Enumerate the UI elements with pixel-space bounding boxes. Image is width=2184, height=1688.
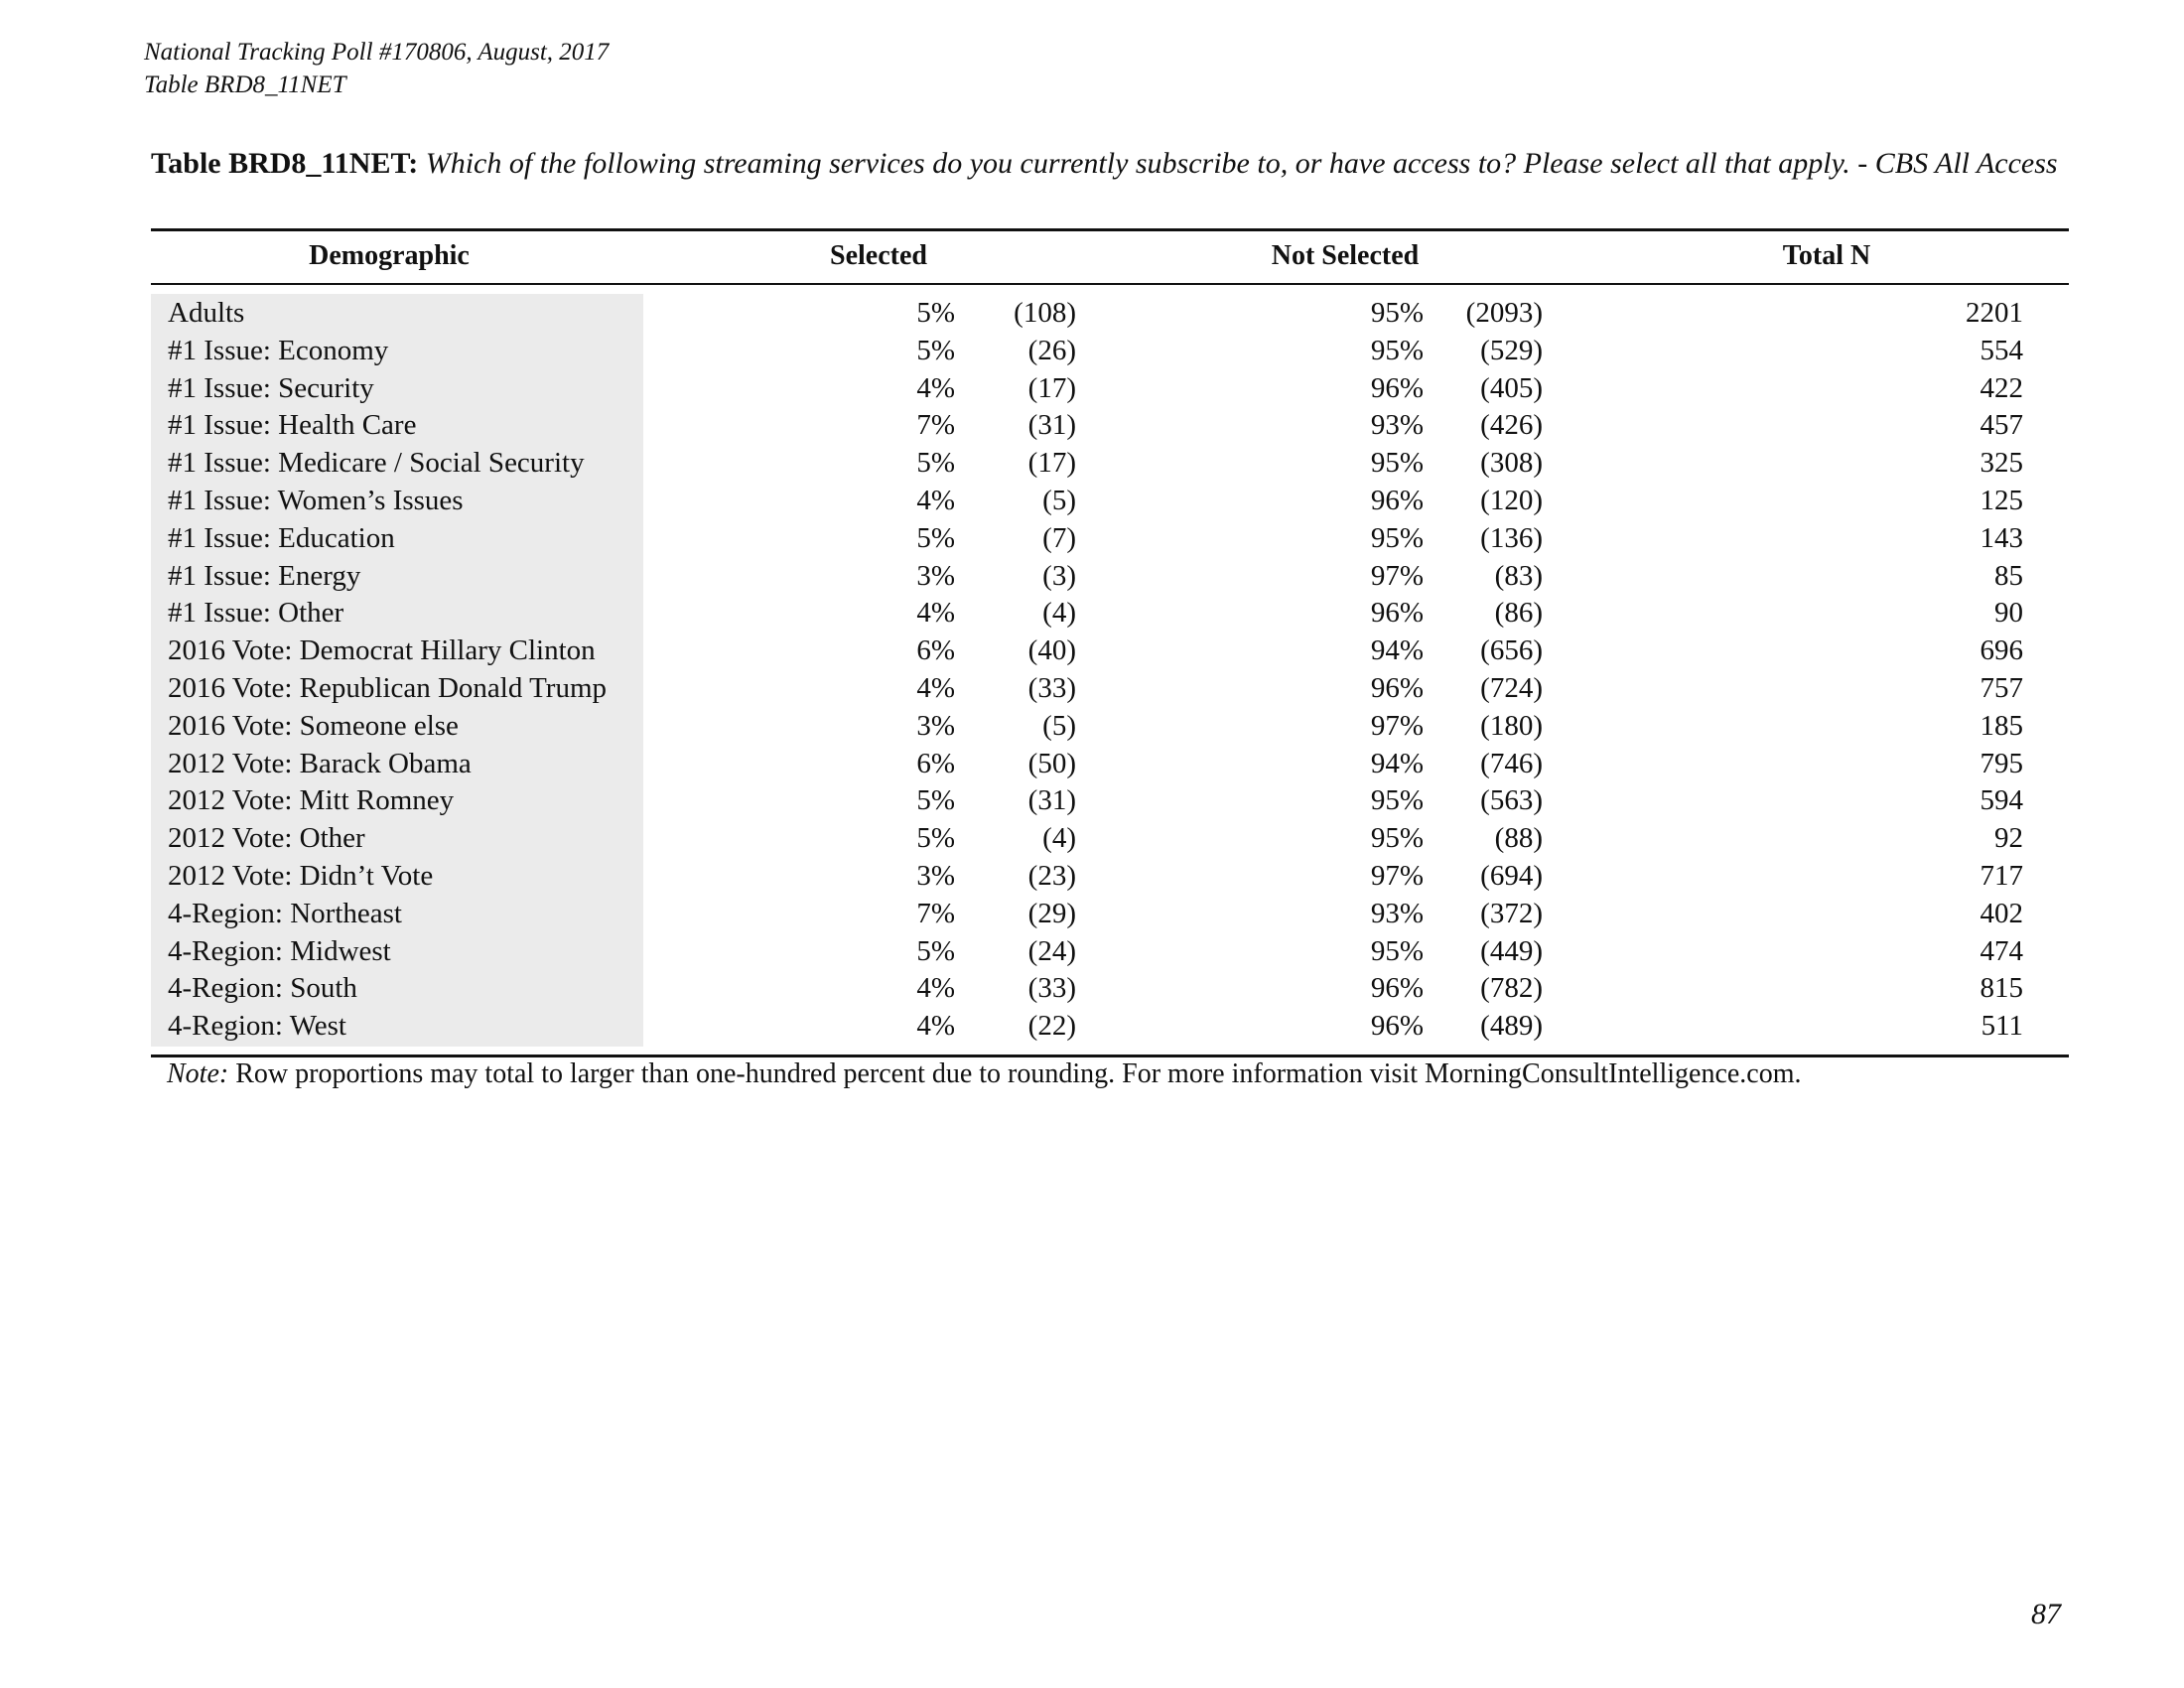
not-selected-count: (724) xyxy=(1480,671,1543,704)
table-row xyxy=(151,295,2069,333)
selected-percent: 6% xyxy=(916,747,955,779)
poll-title: National Tracking Poll #170806, August, 2017 xyxy=(144,39,610,66)
table-row xyxy=(151,746,2069,783)
table-row xyxy=(151,558,2069,596)
table-id: Table BRD8_11NET xyxy=(144,71,346,98)
table-row xyxy=(151,633,2069,670)
selected-percent: 4% xyxy=(916,1010,955,1043)
selected-percent: 4% xyxy=(916,972,955,1005)
selected-percent: 4% xyxy=(916,671,955,704)
not-selected-count: (180) xyxy=(1480,709,1543,742)
page-number: 87 xyxy=(2031,1598,2061,1630)
table-row xyxy=(151,370,2069,408)
demographic-label: 4-Region: West xyxy=(168,1010,346,1043)
selected-count: (40) xyxy=(1027,634,1076,667)
table-header-rule xyxy=(151,283,2069,285)
demographic-label: #1 Issue: Economy xyxy=(168,334,389,366)
demographic-label: #1 Issue: Energy xyxy=(168,559,361,592)
not-selected-count: (2093) xyxy=(1465,297,1543,329)
not-selected-count: (372) xyxy=(1480,897,1543,929)
not-selected-count: (449) xyxy=(1480,934,1543,967)
note-text: Row proportions may total to larger than one-hundred percent due to rounding. For more information visit MorningConsultIntelligence.com. xyxy=(235,1058,1802,1089)
demographic-label: Adults xyxy=(168,297,245,329)
not-selected-count: (83) xyxy=(1494,559,1543,592)
selected-percent: 4% xyxy=(916,484,955,516)
demographic-label: #1 Issue: Education xyxy=(168,521,395,554)
selected-count: (17) xyxy=(1027,371,1076,404)
demographic-label: 2016 Vote: Democrat Hillary Clinton xyxy=(168,634,596,667)
demographic-label: 2016 Vote: Republican Donald Trump xyxy=(168,671,607,704)
not-selected-count: (405) xyxy=(1480,371,1543,404)
selected-percent: 6% xyxy=(916,634,955,667)
total-n: 554 xyxy=(1979,334,2023,366)
column-header-selected: Selected xyxy=(830,240,927,271)
total-n: 2201 xyxy=(1966,297,2023,329)
table-row xyxy=(151,970,2069,1008)
selected-count: (31) xyxy=(1027,409,1076,442)
not-selected-count: (136) xyxy=(1480,521,1543,554)
selected-percent: 4% xyxy=(916,597,955,630)
total-n: 457 xyxy=(1979,409,2023,442)
selected-percent: 3% xyxy=(916,709,955,742)
not-selected-percent: 95% xyxy=(1370,521,1424,554)
not-selected-count: (86) xyxy=(1494,597,1543,630)
not-selected-percent: 96% xyxy=(1370,1010,1424,1043)
selected-percent: 3% xyxy=(916,859,955,892)
total-n: 185 xyxy=(1979,709,2023,742)
selected-count: (33) xyxy=(1027,671,1076,704)
selected-count: (4) xyxy=(1042,822,1076,855)
not-selected-count: (782) xyxy=(1480,972,1543,1005)
not-selected-count: (120) xyxy=(1480,484,1543,516)
selected-count: (31) xyxy=(1027,784,1076,817)
selected-percent: 5% xyxy=(916,297,955,329)
table-row xyxy=(151,820,2069,858)
selected-count: (50) xyxy=(1027,747,1076,779)
not-selected-percent: 96% xyxy=(1370,671,1424,704)
demographic-label: #1 Issue: Security xyxy=(168,371,374,404)
selected-percent: 5% xyxy=(916,447,955,480)
total-n: 815 xyxy=(1979,972,2023,1005)
table-title-lead: Table BRD8_11NET: xyxy=(151,147,419,180)
not-selected-count: (529) xyxy=(1480,334,1543,366)
not-selected-percent: 97% xyxy=(1370,859,1424,892)
selected-count: (33) xyxy=(1027,972,1076,1005)
total-n: 92 xyxy=(1994,822,2023,855)
not-selected-count: (563) xyxy=(1480,784,1543,817)
selected-count: (23) xyxy=(1027,859,1076,892)
table-body xyxy=(151,295,2069,1046)
table-row xyxy=(151,670,2069,708)
table-title xyxy=(151,144,2067,184)
demographic-label: 2012 Vote: Other xyxy=(168,822,365,855)
not-selected-percent: 95% xyxy=(1370,822,1424,855)
column-header-total-n: Total N xyxy=(1782,240,1871,271)
demographic-label: #1 Issue: Health Care xyxy=(168,409,417,442)
not-selected-percent: 96% xyxy=(1370,371,1424,404)
not-selected-percent: 95% xyxy=(1370,447,1424,480)
not-selected-percent: 96% xyxy=(1370,484,1424,516)
not-selected-count: (746) xyxy=(1480,747,1543,779)
column-header-demographic: Demographic xyxy=(309,240,470,271)
table-row xyxy=(151,708,2069,746)
table-row xyxy=(151,858,2069,896)
demographic-label: 4-Region: South xyxy=(168,972,357,1005)
selected-count: (5) xyxy=(1042,709,1076,742)
selected-count: (7) xyxy=(1042,521,1076,554)
demographic-label: 2012 Vote: Didn’t Vote xyxy=(168,859,434,892)
table-row xyxy=(151,483,2069,520)
not-selected-percent: 95% xyxy=(1370,784,1424,817)
total-n: 757 xyxy=(1979,671,2023,704)
not-selected-percent: 96% xyxy=(1370,597,1424,630)
not-selected-percent: 96% xyxy=(1370,972,1424,1005)
selected-percent: 5% xyxy=(916,822,955,855)
table-row xyxy=(151,407,2069,445)
table-row xyxy=(151,782,2069,820)
table-note xyxy=(167,1055,1802,1093)
total-n: 696 xyxy=(1979,634,2023,667)
total-n: 85 xyxy=(1994,559,2023,592)
selected-count: (26) xyxy=(1027,334,1076,366)
selected-count: (5) xyxy=(1042,484,1076,516)
demographic-label: 2012 Vote: Barack Obama xyxy=(168,747,472,779)
table-row xyxy=(151,595,2069,633)
not-selected-percent: 95% xyxy=(1370,934,1424,967)
not-selected-percent: 97% xyxy=(1370,709,1424,742)
selected-percent: 5% xyxy=(916,521,955,554)
not-selected-percent: 95% xyxy=(1370,334,1424,366)
total-n: 402 xyxy=(1979,897,2023,929)
total-n: 594 xyxy=(1979,784,2023,817)
not-selected-count: (489) xyxy=(1480,1010,1543,1043)
total-n: 125 xyxy=(1979,484,2023,516)
demographic-label: 4-Region: Midwest xyxy=(168,934,391,967)
total-n: 474 xyxy=(1979,934,2023,967)
total-n: 795 xyxy=(1979,747,2023,779)
selected-percent: 4% xyxy=(916,371,955,404)
table-row xyxy=(151,445,2069,483)
not-selected-count: (426) xyxy=(1480,409,1543,442)
not-selected-count: (656) xyxy=(1480,634,1543,667)
total-n: 90 xyxy=(1994,597,2023,630)
note-lead: Note: xyxy=(167,1058,229,1089)
not-selected-percent: 94% xyxy=(1370,634,1424,667)
table-row xyxy=(151,1008,2069,1046)
demographic-label: 4-Region: Northeast xyxy=(168,897,402,929)
demographic-label: 2016 Vote: Someone else xyxy=(168,709,459,742)
table-row xyxy=(151,896,2069,933)
selected-count: (108) xyxy=(1014,297,1076,329)
demographic-label: 2012 Vote: Mitt Romney xyxy=(168,784,455,817)
selected-percent: 5% xyxy=(916,784,955,817)
not-selected-count: (308) xyxy=(1480,447,1543,480)
demographic-label: #1 Issue: Other xyxy=(168,597,344,630)
selected-count: (17) xyxy=(1027,447,1076,480)
selected-percent: 5% xyxy=(916,334,955,366)
page-header xyxy=(144,36,609,101)
not-selected-percent: 93% xyxy=(1370,897,1424,929)
selected-count: (29) xyxy=(1027,897,1076,929)
not-selected-percent: 97% xyxy=(1370,559,1424,592)
selected-count: (24) xyxy=(1027,934,1076,967)
table-row xyxy=(151,933,2069,971)
table-top-rule xyxy=(151,228,2069,231)
selected-count: (4) xyxy=(1042,597,1076,630)
not-selected-percent: 94% xyxy=(1370,747,1424,779)
total-n: 422 xyxy=(1979,371,2023,404)
demographic-label: #1 Issue: Women’s Issues xyxy=(168,484,464,516)
total-n: 143 xyxy=(1979,521,2023,554)
not-selected-percent: 93% xyxy=(1370,409,1424,442)
table-row xyxy=(151,333,2069,370)
selected-count: (22) xyxy=(1027,1010,1076,1043)
selected-percent: 3% xyxy=(916,559,955,592)
total-n: 325 xyxy=(1979,447,2023,480)
total-n: 717 xyxy=(1979,859,2023,892)
table-row xyxy=(151,520,2069,558)
selected-percent: 7% xyxy=(916,897,955,929)
selected-percent: 7% xyxy=(916,409,955,442)
table-question: Which of the following streaming services do you currently subscribe to, or have access to? Please select all that apply. - CBS All Access xyxy=(425,147,2058,180)
not-selected-count: (88) xyxy=(1494,822,1543,855)
total-n: 511 xyxy=(1980,1010,2023,1043)
column-header-not-selected: Not Selected xyxy=(1271,240,1420,271)
demographic-label: #1 Issue: Medicare / Social Security xyxy=(168,447,585,480)
selected-count: (3) xyxy=(1042,559,1076,592)
selected-percent: 5% xyxy=(916,934,955,967)
not-selected-percent: 95% xyxy=(1370,297,1424,329)
not-selected-count: (694) xyxy=(1480,859,1543,892)
